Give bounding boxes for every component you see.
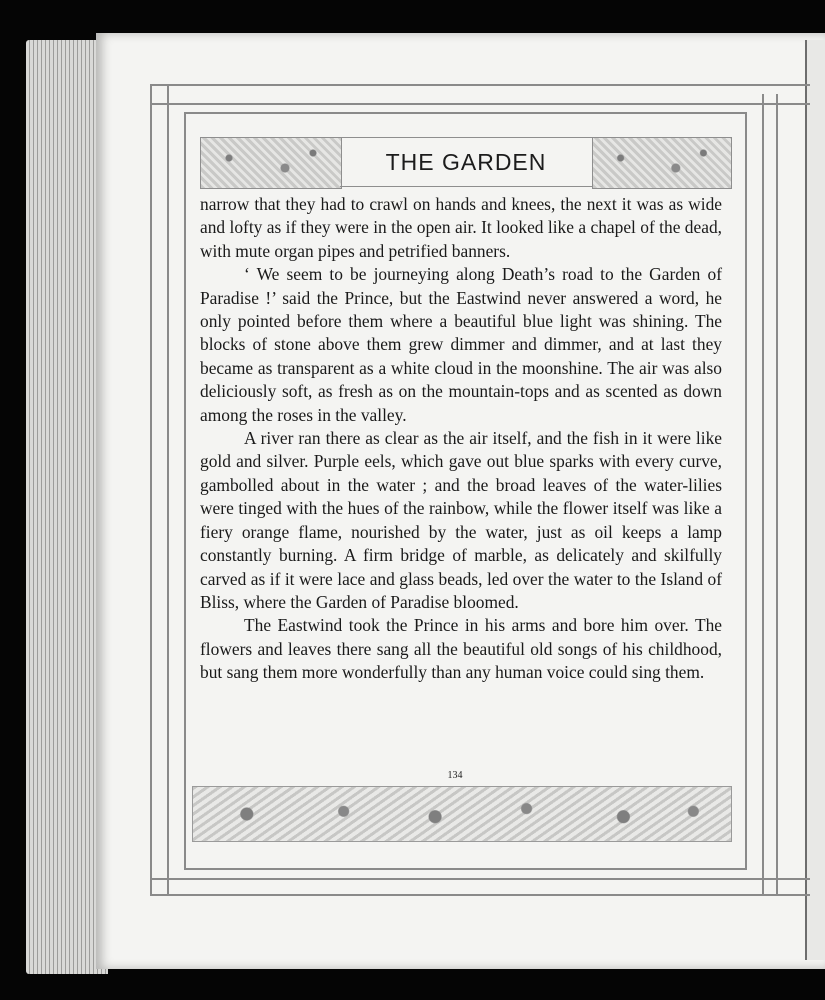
frame-rule-inner-left — [167, 84, 169, 896]
frame-rule-box-top — [184, 112, 746, 114]
chapter-title: THE GARDEN — [340, 137, 592, 187]
frame-rule-box-right — [745, 112, 747, 870]
frame-rule-outer-left — [150, 84, 152, 896]
frame-rule-inner-top — [150, 103, 810, 105]
floral-ornament-right-icon — [592, 137, 732, 189]
frame-rule-outer-right-1 — [762, 94, 764, 896]
frame-rule-box-bottom — [184, 868, 746, 870]
floral-ornament-left-icon — [200, 137, 342, 189]
facing-page-edge — [805, 40, 825, 960]
paragraph: A river ran there as clear as the air itself, and the fish in it were like gold and silver. Purple eels, which gave out blue sparks with every curve, gambolled about in the water ; and the broad leaves of the water-lilies were tinged with the hues of the rainbow, while the flower itself was like a fiery orange flame, nourished by the water, just as oil keeps a lamp constantly burning. A firm bridge of marble, as delicately and skilfully carved as if it were lace and glass beads, led over the water to the Island of Bliss, where the Garden of Paradise bloomed. — [200, 428, 722, 612]
frame-rule-outer-right-2 — [776, 94, 778, 896]
frame-rule-inner-bottom — [150, 878, 810, 880]
paragraph: ‘ We seem to be journeying along Death’s road to the Garden of Paradise !’ said the Prince, but the Eastwind never answered a word, he only pointed before them where a beautiful blue light was shining. The blocks of stone above them grew dimmer and dimmer, and at last they became as transparent as a white cloud in the moonshine. The air was also deliciously soft, as fresh as on the mountain-tops and as scented as down among the roses in the valley. — [200, 264, 722, 425]
frame-rule-outer-bottom — [150, 894, 810, 896]
paragraph: The Eastwind took the Prince in his arms and bore him over. The flowers and leaves there sang all the beautiful old songs of his childhood, but sang them more wonderfully than any human voice could sing them. — [200, 615, 722, 683]
frame-rule-box-left — [184, 112, 186, 870]
page-header — [200, 137, 730, 187]
page-number: 134 — [447, 770, 463, 781]
paragraph: narrow that they had to crawl on hands and knees, the next it was as wide and lofty as if they were in the open air. It looked like a chapel of the dead, with mute organ pipes and petrified banners. — [200, 194, 722, 261]
body-text — [200, 193, 722, 685]
floral-footer-ornament-icon — [192, 786, 732, 842]
frame-rule-outer-top — [150, 84, 810, 86]
